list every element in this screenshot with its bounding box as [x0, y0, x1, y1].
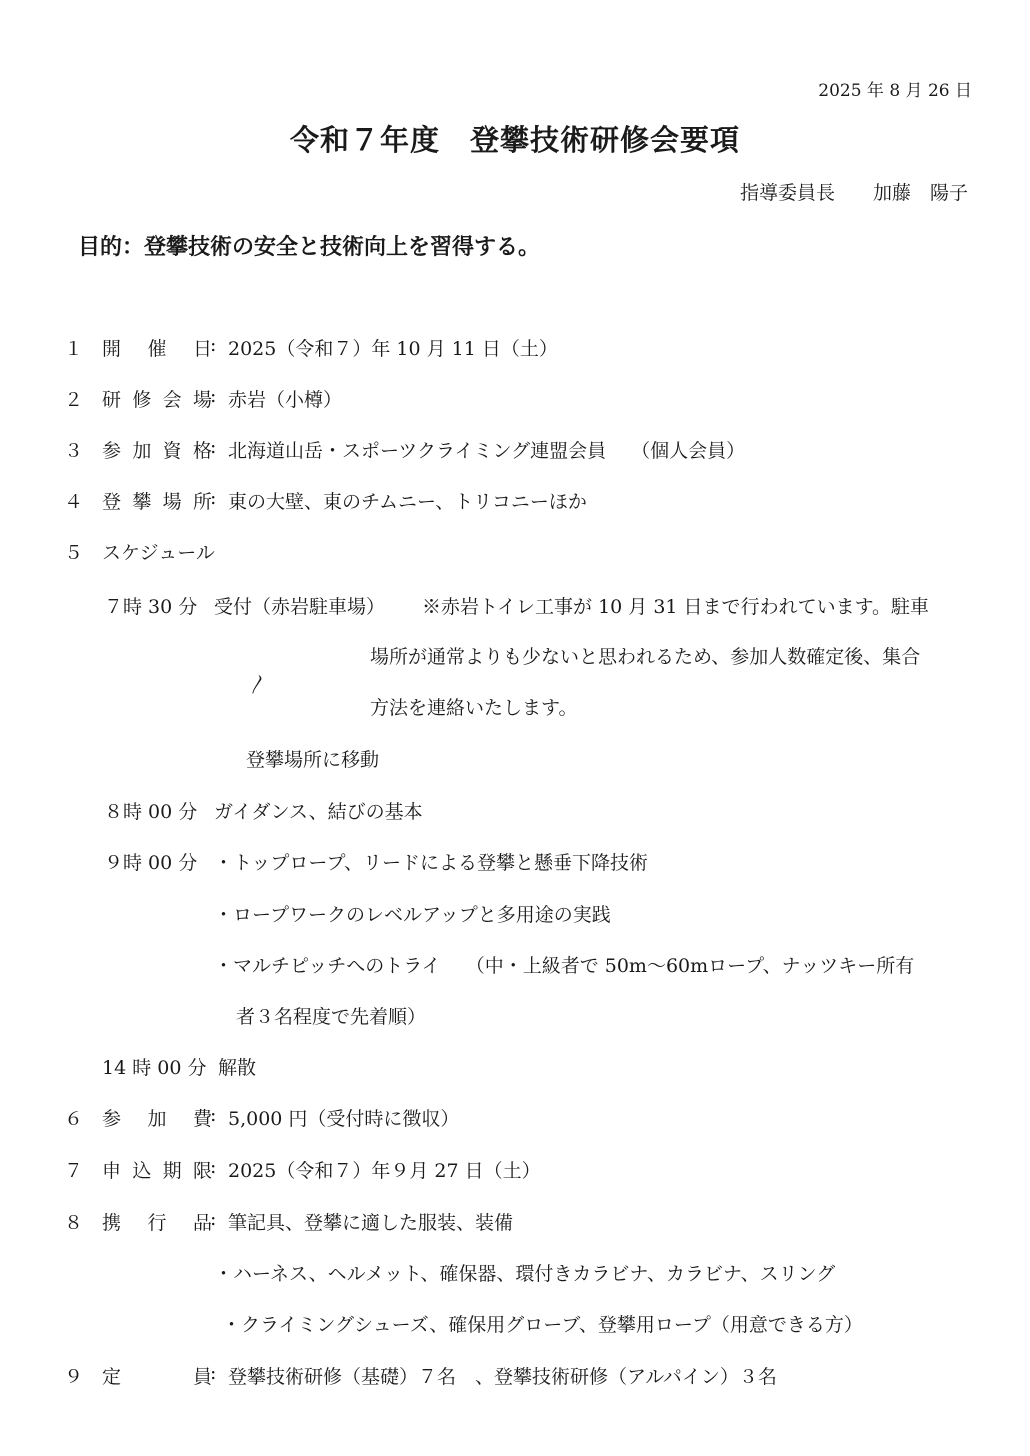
item-row-2 [0, 385, 1030, 413]
item-value: 2025（令和７）年９月 27 日（土） [228, 1160, 541, 1182]
item-row-6 [0, 1104, 1030, 1132]
item-number: ４ [64, 491, 84, 513]
item-number: ８ [64, 1212, 84, 1234]
schedule-note-line-1: ※赤岩トイレ工事が 10 月 31 日まで行われています。駐車 [422, 596, 930, 618]
item-colon: : [210, 487, 217, 509]
item-label: 参 加 費 [102, 1108, 212, 1130]
item-value: 東の大壁、東のチムニー、トリコニーほか [228, 491, 587, 513]
item-number: ５ [64, 542, 84, 564]
schedule-bullet-3: ・マルチピッチへのトライ （中・上級者で 50m～60mロープ、ナッツキー所有 [214, 955, 915, 977]
item-row-7 [0, 1156, 1030, 1184]
item-colon: : [210, 1208, 217, 1230]
item-row-1 [0, 334, 1030, 362]
schedule-time-4: 14 時 00 分 [102, 1057, 207, 1079]
item-colon: : [210, 436, 217, 458]
item-value: 北海道山岳・スポーツクライミング連盟会員 （個人会員） [228, 440, 746, 462]
author-line: 指導委員長 加藤 陽子 [739, 182, 968, 204]
item-colon: : [210, 1362, 217, 1384]
schedule-text-4: 解散 [218, 1057, 257, 1079]
item-colon: : [210, 334, 217, 356]
item-colon: : [210, 1104, 217, 1126]
equipment-line-2: ・クライミングシューズ、確保用グローブ、登攀用ロープ（用意できる方） [222, 1314, 863, 1336]
item-value: 2025（令和７）年 10 月 11 日（土） [228, 338, 558, 360]
schedule-bullet-2: ・ロープワークのレベルアップと多用途の実践 [214, 904, 611, 926]
item-colon: : [210, 385, 217, 407]
item-row-8 [0, 1208, 1030, 1236]
item-row-3 [0, 436, 1030, 464]
schedule-move: 登攀場所に移動 [246, 749, 380, 771]
schedule-note-line-3: 方法を連絡いたします。 [370, 697, 578, 719]
schedule-time-2: ８時 00 分 [104, 801, 198, 823]
schedule-note-line-2: 場所が通常よりも少ないと思われるため、参加人数確定後、集合 [370, 646, 921, 668]
schedule-text-1: 受付（赤岩駐車場） [214, 596, 386, 618]
item-number: ６ [64, 1108, 84, 1130]
item-row-5 [0, 538, 1030, 566]
item-row-9 [0, 1362, 1030, 1390]
schedule-heading: スケジュール [102, 542, 215, 564]
item-label: 申込期限 [102, 1160, 212, 1182]
page-title: 令和７年度 登攀技術研修会要項 [289, 123, 740, 157]
schedule-text-2: ガイダンス、結びの基本 [214, 801, 423, 823]
item-number: ２ [64, 389, 84, 411]
item-number: ７ [64, 1160, 84, 1182]
equipment-line-1: ・ハーネス、ヘルメット、確保器、環付きカラビナ、カラビナ、スリング [214, 1263, 836, 1285]
item-label: 定 員 [102, 1366, 212, 1388]
item-number: １ [64, 338, 84, 360]
item-number: ９ [64, 1366, 84, 1388]
item-colon: : [210, 1156, 217, 1178]
item-number: ３ [64, 440, 84, 462]
item-row-4 [0, 487, 1030, 515]
item-value: 赤岩（小樽） [228, 389, 343, 411]
purpose-statement: 目的：登攀技術の安全と技術向上を習得する。 [78, 234, 541, 260]
item-label: 携 行 品 [102, 1212, 212, 1234]
item-label: 登攀場所 [102, 491, 212, 513]
schedule-bullet-1: ・トップロープ、リードによる登攀と懸垂下降技術 [214, 852, 648, 874]
item-value: 登攀技術研修（基礎）７名 、登攀技術研修（アルパイン）３名 [228, 1366, 777, 1388]
range-tilde-mark: 〳 [248, 672, 268, 696]
item-label: 研修会場 [102, 389, 212, 411]
schedule-time-3: ９時 00 分 [104, 852, 198, 874]
item-value: 5,000 円（受付時に徴収） [228, 1108, 460, 1130]
schedule-time-1: ７時 30 分 [104, 596, 198, 618]
item-label: 開 催 日 [102, 338, 212, 360]
schedule-bullet-3-cont: 者３名程度で先着順） [236, 1006, 427, 1028]
item-value: 筆記具、登攀に適した服装、装備 [228, 1212, 514, 1234]
item-label: 参加資格 [102, 440, 212, 462]
document-date: 2025 年 8 月 26 日 [818, 81, 972, 101]
